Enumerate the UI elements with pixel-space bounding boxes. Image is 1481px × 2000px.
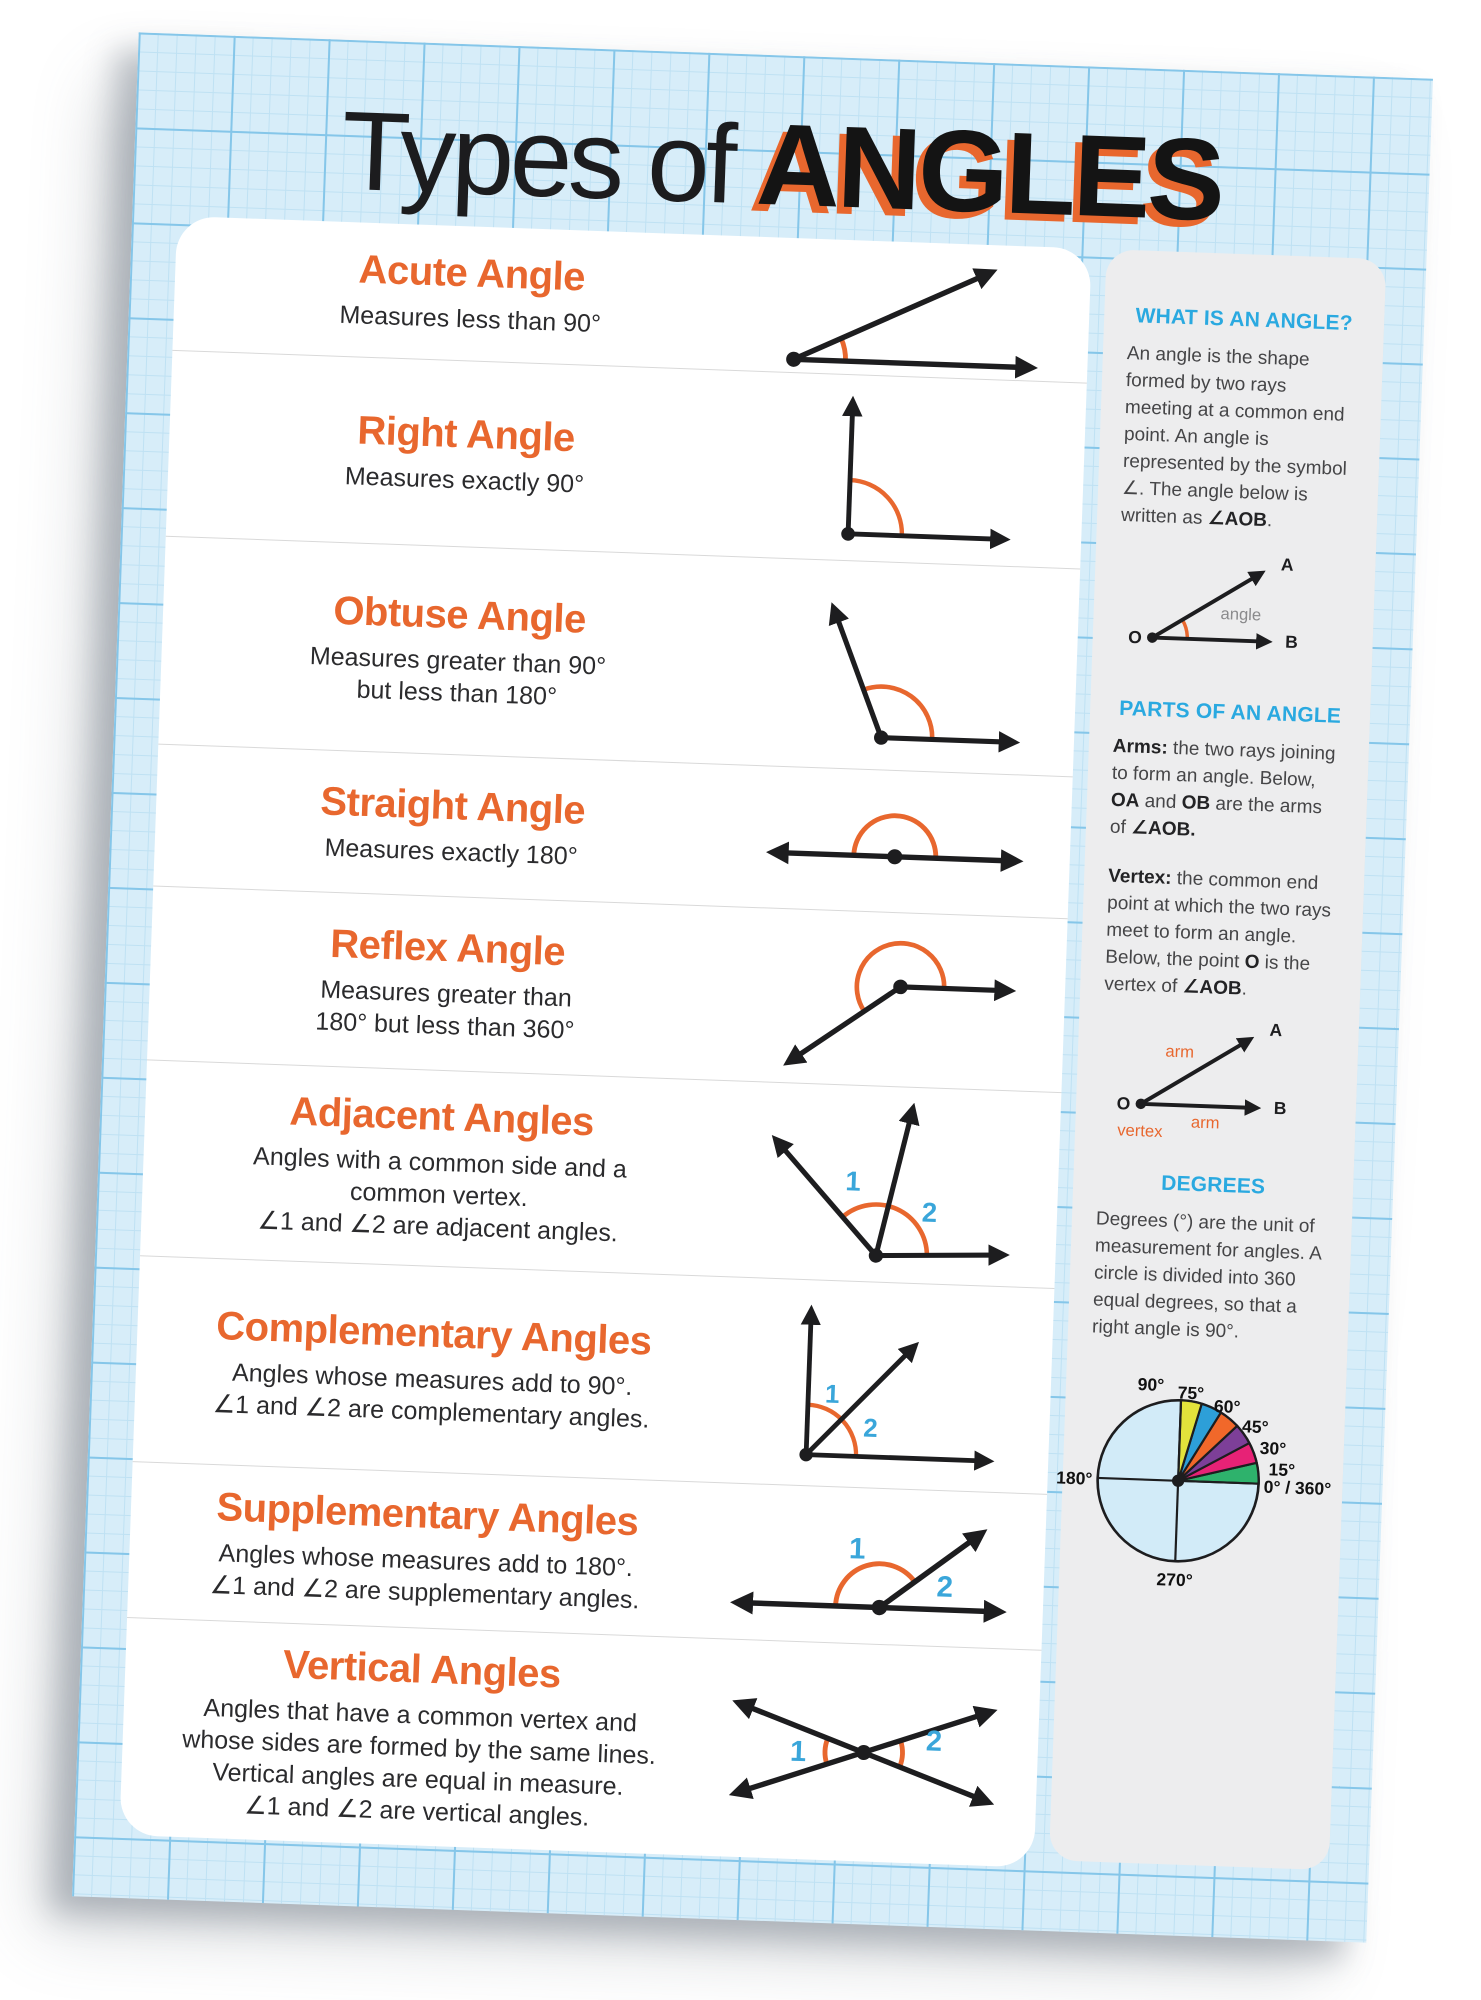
row-desc: Measures greater than — [319, 975, 573, 1013]
row-adjacent-angles — [140, 1059, 1061, 1288]
label-a: A — [1280, 554, 1294, 575]
text-segment: the two rays joining to form an angle. Below, — [1111, 737, 1336, 792]
ray-ob — [1152, 637, 1267, 641]
section-body — [1121, 341, 1360, 538]
wheel-label-30: 30° — [1259, 1438, 1287, 1460]
ray — [806, 1455, 988, 1462]
text-segment: the common end point at which the two rays meet to form an angle. Below, the point — [1104, 867, 1332, 973]
text-segment: An angle is the shape formed by two rays meeting at a common end point. An angle is represented by the symbol ∠. The angle below is written as — [1120, 342, 1348, 529]
angle-arc — [824, 1739, 827, 1765]
text-segment-bold: OA — [1110, 789, 1140, 812]
row-title: Right Angle — [356, 408, 576, 460]
text-segment-bold: ∠AOB — [1182, 976, 1243, 1000]
ray — [806, 1311, 811, 1455]
row-desc: 180° but less than 360° — [314, 1006, 575, 1045]
angle-types-panel — [119, 216, 1091, 1868]
wheel-label-45: 45° — [1241, 1416, 1269, 1438]
row-title: Obtuse Angle — [332, 588, 587, 642]
vertex-paragraph — [1104, 864, 1341, 1007]
ray — [806, 1342, 915, 1458]
angle-arc — [848, 480, 904, 536]
section-what-is-an-angle — [1115, 304, 1360, 681]
degrees-paragraph: Degrees (°) are the unit of measurement for angles. A circle is divided into 360 equal degrees, so that a right angle is 90°. — [1091, 1208, 1322, 1343]
ray — [875, 1250, 1003, 1260]
adjacent-angles-diagram — [705, 1091, 1061, 1277]
ray — [881, 737, 1014, 742]
angle-arc — [1182, 620, 1188, 639]
wheel-label-75: 75° — [1177, 1382, 1205, 1404]
text-segment: is the vertex of — [1103, 951, 1311, 998]
row-text — [168, 401, 736, 505]
section-heading: DEGREES — [1160, 1172, 1266, 1199]
wheel-label-0-360: 0° / 360° — [1263, 1476, 1332, 1500]
poster-title-light: Types of — [339, 87, 736, 227]
text-segment: . — [1241, 978, 1248, 1000]
acute-angle-diagram — [737, 233, 1092, 386]
wheel-label-60: 60° — [1213, 1396, 1241, 1418]
label-arm-top: arm — [1165, 1041, 1195, 1062]
text-segment-bold: OB — [1181, 792, 1211, 815]
row-title: Complementary Angles — [215, 1303, 653, 1364]
obtuse-angle-diagram — [724, 574, 1080, 760]
info-sidebar — [1049, 249, 1386, 1870]
row-text — [134, 1301, 703, 1437]
ray — [848, 534, 1004, 540]
arms-vertex-diagram — [1110, 1011, 1325, 1154]
row-desc: Angles with a common side and a — [252, 1141, 628, 1184]
vertex-dot — [786, 351, 802, 367]
row-desc: Angles whose measures add to 90°. — [231, 1358, 633, 1401]
angle-number-1: 1 — [848, 1532, 866, 1566]
row-title: Reflex Angle — [329, 921, 566, 974]
text-segment: . — [1266, 509, 1273, 532]
vertex-dot — [887, 849, 903, 865]
angle-number-2: 2 — [920, 1196, 938, 1228]
ray — [772, 1140, 880, 1256]
row-desc: ∠1 and ∠2 are supplementary angles. — [209, 1570, 640, 1614]
ray — [794, 359, 1031, 367]
row-desc: common vertex. — [349, 1177, 529, 1212]
ray — [848, 402, 853, 534]
angle-number-1: 1 — [788, 1736, 807, 1769]
vertex-dot — [841, 527, 855, 541]
row-vertical-angles — [119, 1617, 1041, 1868]
label-b: B — [1284, 631, 1299, 652]
row-desc: but less than 180° — [356, 675, 558, 711]
row-title: Acute Angle — [357, 247, 586, 300]
text-segment: and — [1139, 790, 1183, 814]
text-segment-bold: O — [1244, 951, 1260, 973]
text-segment-bold: Arms: — [1112, 735, 1169, 759]
angle-number-2: 2 — [862, 1414, 879, 1444]
wheel-label-90: 90° — [1137, 1374, 1165, 1396]
row-obtuse-angle — [158, 536, 1080, 777]
section-heading: WHAT IS AN ANGLE? — [1135, 304, 1354, 336]
row-desc: Angles that have a common vertex and — [203, 1693, 638, 1737]
row-complementary-angles — [133, 1255, 1055, 1494]
complementary-angles-diagram — [698, 1293, 1054, 1478]
degrees-wheel-diagram — [1055, 1353, 1347, 1603]
row-desc: Vertical angles are equal in measure. — [211, 1757, 625, 1801]
row-right-angle — [166, 350, 1087, 569]
row-desc: ∠1 and ∠2 are adjacent angles. — [257, 1205, 619, 1247]
ray — [879, 1530, 981, 1611]
wheel-label-270: 270° — [1156, 1569, 1194, 1591]
text-segment-bold: ∠AOB. — [1130, 817, 1196, 841]
straight-angle-diagram — [718, 773, 1072, 910]
angle-arc — [840, 338, 846, 361]
right-angle-diagram — [731, 383, 1087, 557]
angles-poster — [72, 32, 1433, 1942]
label-a: A — [1269, 1019, 1283, 1040]
vertex-dot — [855, 1745, 871, 1761]
row-desc: Angles whose measures add to 180°. — [218, 1538, 634, 1582]
row-title: Vertical Angles — [282, 1642, 562, 1697]
angle-number-2: 2 — [935, 1570, 954, 1604]
ray — [794, 265, 992, 366]
arms-paragraph — [1109, 734, 1345, 850]
text-segment-bold: Vertex: — [1107, 865, 1172, 889]
ray-ob — [1141, 1104, 1256, 1108]
ray — [789, 983, 901, 1066]
angle-number-1: 1 — [844, 1165, 861, 1197]
row-text — [141, 1084, 711, 1252]
row-text — [160, 582, 729, 718]
text-segment-bold: ∠AOB — [1207, 507, 1268, 531]
section-degrees — [1055, 1170, 1332, 1602]
row-desc: ∠1 and ∠2 are complementary angles. — [212, 1389, 650, 1434]
row-title: Supplementary Angles — [215, 1484, 640, 1544]
vertical-angles-diagram — [685, 1661, 1041, 1845]
label-b: B — [1273, 1097, 1287, 1119]
row-title: Straight Angle — [319, 778, 586, 833]
label-arm-bottom: arm — [1190, 1112, 1220, 1133]
row-text — [154, 773, 722, 877]
row-desc: Measures less than 90° — [339, 300, 602, 339]
reflex-angle-diagram — [712, 913, 1068, 1087]
wheel-label-180: 180° — [1055, 1467, 1093, 1489]
poster-title-bold: ANGLES — [754, 98, 1225, 246]
row-text — [173, 241, 741, 345]
row-desc: whose sides are formed by the same lines. — [181, 1724, 657, 1770]
ray-oa — [1141, 1035, 1250, 1107]
supplementary-angles-diagram — [692, 1491, 1047, 1640]
row-desc: Measures exactly 180° — [324, 833, 579, 871]
ray — [901, 987, 1010, 991]
section-heading: PARTS OF AN ANGLE — [1118, 696, 1342, 728]
section-parts-of-an-angle — [1099, 697, 1347, 1154]
angle-number-1: 1 — [824, 1380, 840, 1410]
angle-arc — [856, 942, 946, 1014]
ray — [875, 1108, 912, 1257]
text-segment: are the arms of — [1109, 793, 1323, 839]
row-title: Adjacent Angles — [288, 1089, 595, 1144]
ray — [829, 608, 886, 737]
aob-angle-diagram — [1126, 542, 1341, 681]
label-o: O — [1116, 1092, 1131, 1114]
row-text — [148, 915, 717, 1051]
wheel-label-15: 15° — [1268, 1459, 1296, 1481]
row-text — [120, 1637, 691, 1837]
row-text — [128, 1482, 697, 1618]
label-angle: angle — [1220, 603, 1262, 625]
label-vertex: vertex — [1116, 1120, 1163, 1141]
vertex-dot — [874, 730, 889, 745]
row-reflex-angle — [147, 885, 1068, 1092]
angle-number-2: 2 — [924, 1725, 943, 1759]
label-o: O — [1127, 626, 1143, 648]
row-desc: Measures exactly 90° — [344, 461, 585, 499]
angle-arc — [899, 1741, 902, 1767]
row-desc: ∠1 and ∠2 are vertical angles. — [243, 1790, 590, 1832]
line — [736, 1602, 999, 1611]
row-desc: Measures greater than 90° — [309, 641, 607, 681]
